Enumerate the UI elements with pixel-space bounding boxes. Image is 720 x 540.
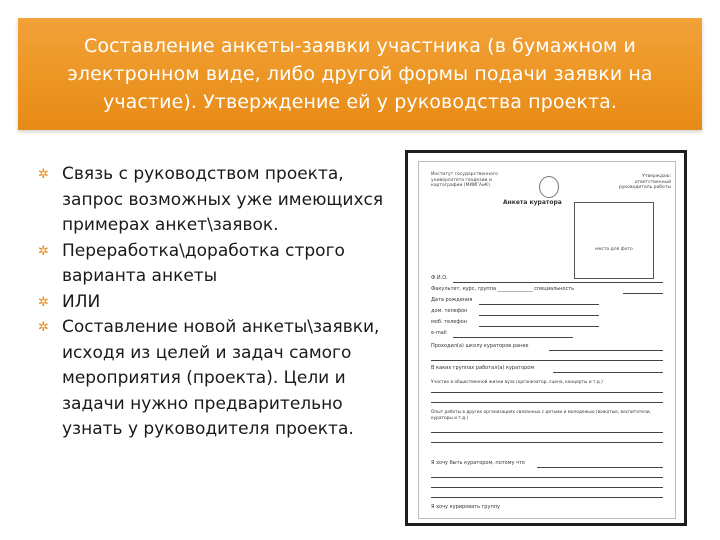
emblem-icon xyxy=(539,176,559,198)
form-field-line xyxy=(479,304,599,305)
photo-label: место для фото xyxy=(595,247,633,252)
form-field-label: Ф.И.О. xyxy=(431,275,448,281)
form-heading: Анкета куратора xyxy=(503,199,562,206)
bullet-text: ИЛИ xyxy=(62,291,101,312)
form-field-label: В каких группах работал(а) куратором xyxy=(431,365,535,371)
form-field-line xyxy=(453,282,663,283)
form-field-line xyxy=(623,293,663,294)
form-field-label: e-mail xyxy=(431,330,447,336)
slide-title xyxy=(18,18,702,130)
form-org-text: Институт государственного университета геодезии и картографии (МИИГАиК) xyxy=(431,172,498,188)
bullet-text: Составление новой анкеты\заявки, исходя из целей и задач самого мероприятия (проекта). Цели и задачи нужно предварительно узнать у руководителя проекта. xyxy=(62,317,380,439)
bullet-list xyxy=(36,162,392,443)
form-field-label: Факультет, курс, группа ______________ специальность xyxy=(431,286,575,292)
asterisk-bullet-icon: ✲ xyxy=(38,294,49,310)
asterisk-bullet-icon: ✲ xyxy=(38,320,49,335)
form-field-line xyxy=(431,487,663,488)
bullet-item xyxy=(36,239,392,290)
form-field-line xyxy=(431,392,663,393)
form-field-line xyxy=(431,497,663,498)
form-field-label: Я хочу курировать группу xyxy=(431,504,500,510)
form-field-line xyxy=(453,337,573,338)
form-field-line xyxy=(431,360,663,361)
form-field-label: моб. телефон xyxy=(431,319,467,325)
photo-placeholder xyxy=(574,202,654,279)
bullet-item xyxy=(36,290,392,316)
form-approve-text: Утверждаю: ответственный руководитель работы xyxy=(618,174,671,190)
form-image xyxy=(405,150,687,526)
bullet-text: Переработка\доработка строго варианта анкеты xyxy=(62,240,345,286)
form-field-line xyxy=(549,350,663,351)
form-field-line xyxy=(431,402,663,403)
bullet-text: Связь с руководством проекта, запрос возможных уже имеющихся примерах анкет\заявок. xyxy=(62,164,384,235)
bullet-item xyxy=(36,315,392,443)
form-field-line xyxy=(431,477,663,478)
form-field-label: Дата рождения xyxy=(431,297,473,303)
form-field-label: Я хочу быть куратором, потому что xyxy=(431,460,525,466)
form-field-line xyxy=(479,315,599,316)
form-field-label: Участие в общественной жизни вуза (организатор, сцена, концерты и т.д.) xyxy=(431,380,603,385)
form-field-line xyxy=(553,372,663,373)
form-field-label: дом. телефон xyxy=(431,308,468,314)
asterisk-bullet-icon: ✲ xyxy=(38,167,49,182)
form-field-line xyxy=(479,326,599,327)
form-field-line xyxy=(537,467,663,468)
slide-title-text: Составление анкеты-заявки участника (в бумажном и электронном виде, либо другой формы подачи заявки на участие). Утверждение ей у руководства проекта. xyxy=(67,35,653,113)
form-field-label: Опыт работы в других организациях связанных с детьми и молодежью (вожатые, воспитатели, кураторы и т.д.) xyxy=(431,410,651,421)
bullet-item xyxy=(36,162,392,239)
asterisk-bullet-icon: ✲ xyxy=(38,243,49,259)
form-field-line xyxy=(431,432,663,433)
form-paper xyxy=(418,161,676,519)
form-field-line xyxy=(431,442,663,443)
form-field-label: Проходил(а) школу кураторов ранее xyxy=(431,343,529,349)
